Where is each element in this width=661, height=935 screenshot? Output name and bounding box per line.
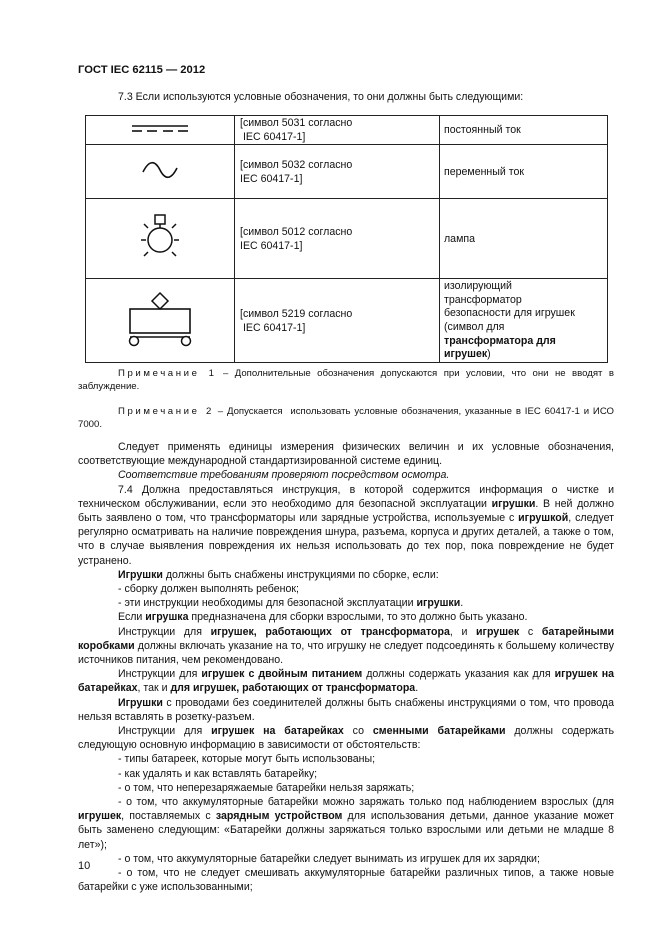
symbol-cell: [86, 199, 235, 279]
symbols-table: [85, 115, 608, 363]
reference-line: [символ 5031 согласно: [240, 117, 353, 129]
meaning-cell: [440, 116, 608, 145]
meaning-line-bold: игрушек: [444, 348, 488, 361]
reference-line: [символ 5032 согласно: [240, 158, 353, 171]
list-item: - сборку должен выполнять ребенок;: [118, 583, 299, 596]
list-item: - о том, что неперезаряжаемые батарейки нельзя заряжать;: [118, 781, 415, 794]
table-row: [86, 199, 608, 279]
document-header: ГОСТ IEC 62115 — 2012: [78, 64, 206, 76]
meaning-cell: [440, 279, 608, 363]
list-item: - эти инструкции необходимы для безопасной эксплуатации игрушки.: [118, 597, 464, 610]
note-2: [78, 405, 617, 431]
table-row: [86, 145, 608, 199]
list-item: - как удалять и как вставлять батарейку;: [118, 767, 318, 780]
reference-line: [символ 5012 согласно: [240, 225, 353, 238]
symbol-cell: [86, 279, 235, 363]
meaning-line: трансформатор: [444, 293, 522, 306]
lamp-symbol-icon: [135, 209, 185, 265]
symbol-cell: [86, 145, 235, 199]
reference-cell: [235, 199, 440, 279]
list-item: - типы батареек, которые могут быть использованы;: [118, 753, 376, 766]
paragraph: 7.4 Должна предоставляться инструкция, в которой содержится информация о чистке и техническом обслуживании, если это необходимо для безопасной эксплуатации игрушки. В ней должно быть заявлено о том, что трансформаторы или зарядные устройства, используемые с игрушкой, следует регулярно осматривать на наличие повреждения шнура, разъема, корпуса и других деталей, а также о том, что в случае выявления повреждения их нельзя использовать до тех пор, пока повреждение не будет устранено.: [78, 483, 614, 567]
list-item: - о том, что аккумуляторные батарейки следует вынимать из игрушек для их зарядки;: [118, 852, 540, 865]
paragraph: Игрушки должны быть снабжены инструкциями по сборке, если:: [118, 568, 439, 581]
page-number: 10: [78, 860, 91, 872]
list-item: - о том, что не следует смешивать аккумуляторные батарейки различных типов, а также новые батарейки с уже использованными;: [78, 867, 614, 894]
reference-line: IEC 60417-1]: [240, 239, 303, 252]
paragraph: Инструкции для игрушек на батарейках со сменными батарейками должны содержать следующую основную информацию в зависимости от обстоятельств:: [78, 725, 614, 752]
meaning-line: ): [487, 348, 491, 361]
list-item: - о том, что аккумуляторные батарейки можно заряжать только под наблюдением взрослых (для игрушек, поставляемых с зарядным устройством для использования детьми, данное указание может быть заменено следующим: «Батарейки должны заряжаться только взрослыми или детьми не младше 8 лет»);: [78, 796, 615, 851]
table-row: [86, 279, 608, 363]
symbol-cell: [86, 116, 235, 145]
note-text: – Дополнительные обозначения допускаются при условии, что они не вводят в заблуждение.: [78, 368, 614, 392]
meaning-text: лампа: [444, 232, 475, 245]
meaning-text: постоянный ток: [444, 124, 521, 137]
meaning-cell: [440, 145, 608, 199]
section-7-3-intro: 7.3 Если используются условные обозначения, то они должны быть следующими:: [118, 91, 524, 103]
reference-line: IEC 60417-1]: [240, 321, 306, 334]
meaning-line: безопасности для игрушек: [444, 307, 575, 320]
reference-line: IEC 60417-1]: [240, 131, 306, 144]
reference-cell: [235, 145, 440, 199]
paragraph-italic: Соответствие требованиям проверяют посредством осмотра.: [118, 469, 450, 482]
meaning-line: (символ для: [444, 320, 505, 333]
dc-symbol-icon: [130, 121, 190, 135]
reference-line: [символ 5219 согласно: [240, 307, 353, 320]
reference-cell: [235, 279, 440, 363]
reference-line: IEC 60417-1]: [240, 172, 303, 185]
body-text: [78, 440, 614, 895]
note-label: Примечание 2: [118, 406, 214, 417]
table-row: [86, 116, 608, 145]
paragraph: Следует применять единицы измерения физических величин и их условные обозначения, соответствующие международной стандартизированной системе единиц.: [78, 441, 614, 468]
meaning-line: изолирующий: [444, 280, 512, 293]
note-label: Примечание 1: [118, 368, 217, 379]
paragraph: Инструкции для игрушек, работающих от трансформатора, и игрушек с батарейными коробками должны включать указание на то, что игрушку не следует подсоединять к большему количеству источников питания, чем рекомендовано.: [78, 625, 614, 667]
paragraph: Если игрушка предназначена для сборки взрослыми, то это должно быть указано.: [118, 611, 528, 624]
paragraph: Игрушки с проводами без соединителей должны быть снабжены инструкциями о том, что провода нельзя вставлять в розетку-разъем.: [78, 696, 614, 723]
meaning-text: переменный ток: [444, 165, 525, 178]
reference-cell: [235, 116, 440, 145]
meaning-cell: [440, 199, 608, 279]
paragraph: Инструкции для игрушек с двойным питанием должны содержать указания как для игрушек на батарейках, так и для игрушек, работающих от трансформатора.: [78, 668, 615, 695]
note-text: – Допускается использовать условные обозначения, указанные в IEC 60417-1 и ИСО 7000.: [78, 406, 617, 430]
meaning-line-bold: трансформатора для: [444, 334, 556, 347]
toy-transformer-symbol-icon: [120, 289, 200, 349]
ac-symbol-icon: [140, 158, 180, 182]
note-1: [78, 367, 614, 393]
